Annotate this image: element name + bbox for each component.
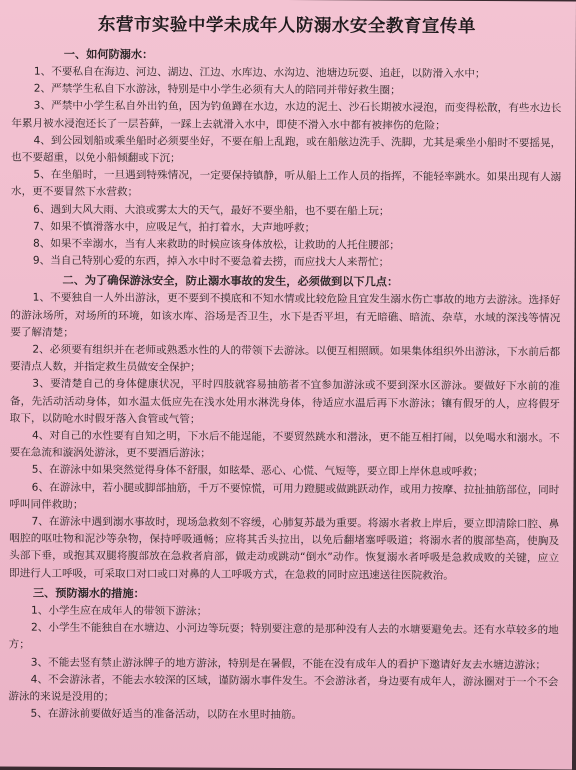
section-heading: 三、预防溺水的措施：: [32, 586, 145, 601]
section-heading: 二、为了确保游泳安全，防止溺水事故的发生，必须做到以下几点：: [62, 274, 399, 290]
list-item: 2、严禁学生私自下水游泳，特别是中小学生必须有大人的陪同并带好救生圈；: [33, 82, 401, 97]
list-item: 8、如果不幸溺水，当有人来救助的时候应该身体放松，让救助的人托住腰部；: [32, 237, 400, 252]
section-heading: 一、如何防溺水：: [63, 47, 154, 62]
list-item: 1、不要私自在海边、河边、湖边、江边、水库边、水沟边、池塘边玩耍、追赶，以防滑入水中；: [33, 65, 486, 81]
list-item: 2、必须要有组织并在老师或熟悉水性的人的带领下去游泳。以便互相照顾。如果集体组织外出游泳，下水前后都要清点人数，并指定救生员做安全保护；: [10, 343, 561, 374]
list-item: 4、对自己的水性要有自知之明，下水后不能逞能，不要贸然跳水和潜泳，更不能互相打闹，以免喝水和溺水。不要在急流和漩涡处游泳，更不要酒后游泳；: [9, 429, 560, 460]
list-item: 5、在坐船时，一旦遇到特殊情况，一定要保持镇静，听从船上工作人员的指挥，不能轻率跳水。如果出现有人溺水，更不要冒然下水营救；: [10, 168, 562, 199]
section-how-to-prevent: [11, 46, 562, 273]
list-item: 3、严禁中小学生私自外出钓鱼，因为钓鱼蹲在水边，水边的泥土、沙石长期被水浸泡，而变得松散，有些水边长年累月被水浸泡还长了一层苔藓，一踩上去就滑入水中，即使不滑入水中都有被摔伤的危险；: [11, 100, 562, 132]
section-swimming-safety: [9, 272, 561, 585]
list-item: 4、到公园划船或乘坐船时必须要坐好，不要在船上乱跑，或在船舷边洗手、洗脚，尤其是乘坐小船时不要摇晃，也不要超重，以免小船倾翻或下沉；: [11, 134, 562, 165]
list-item: 1、小学生应在成年人的带领下游泳；: [31, 604, 208, 618]
list-item: 7、在游泳中遇到溺水事故时，现场急救刻不容缓，心肺复苏最为重要。将溺水者救上岸后，要立即清除口腔、鼻咽腔的呕吐物和泥沙等杂物，保持呼吸通畅；应将其舌头拉出，以免后翻堵塞呼吸道；将溺水者的腹部垫高，使胸及头部下垂，或抱其双腿将腹部放在急救者肩部，做走动或跳动“倒水”动作。恢复溺水者呼吸是急救成败的关键，应立即进行人工呼吸，可采取口对口或口对鼻的人工呼吸方式，在急救的同时应迅速送往医院救治。: [8, 515, 560, 582]
list-item: 6、在游泳中，若小腿或脚部抽筋，千万不要惊慌，可用力蹬腿或做跳跃动作，或用力按摩、拉扯抽筋部位，同时呼叫同伴救助；: [9, 481, 560, 511]
list-item: 6、遇到大风大雨、大浪或雾太大的天气，最好不要坐船，也不要在船上玩；: [33, 203, 390, 218]
document-title: 东营市实验中学未成年人防溺水安全教育宣传单: [97, 15, 476, 37]
section-prevention-measures: [8, 584, 559, 725]
list-item: 1、不要独自一人外出游泳，更不要到不摸底和不知水情或比较危险且宜发生溺水伤亡事故的地方去游泳。选择好的游泳场所，对场所的环境，如该水库、浴场是否卫生，水下是否平坦，有无暗礁、暗流、杂草，水域的深浅等情况要了解清楚；: [10, 292, 561, 339]
list-item: 4、不会游泳者，不能去水较深的区域，谨防溺水事件发生。不会游泳者，身边要有成年人，游泳圈对于一个不会游泳的来说是没用的；: [8, 673, 559, 704]
list-item: 5、在游泳前要做好适当的准备活动，以防在水里时抽筋。: [30, 707, 303, 722]
list-item: 2、小学生不能独自在水塘边、小河边等玩耍；特别要注意的是那种没有人去的水塘要避免去。还有水草较多的地方；: [8, 621, 559, 651]
list-item: 5、在游泳中如果突然觉得身体不舒服，如眩晕、恶心、心慌、气短等，要立即上岸休息或呼救；: [31, 464, 484, 479]
list-item: 7、如果不慎滑落水中，应吸足气，拍打着水，大声地呼救；: [33, 220, 316, 234]
list-item: 9、当自己特别心爱的东西，掉入水中时不要急着去捞，而应找大人来帮忙；: [32, 254, 390, 269]
list-item: 3、不能去竖有禁止游泳牌子的地方游泳，特别是在暑假，不能在没有成年人的看护下邀请好友去水塘边游泳；: [30, 656, 547, 671]
list-item: 3、要清楚自己的身体健康状况，平时四肢就容易抽筋者不宜参加游泳或不要到深水区游泳。要做好下水前的准备，先活动活动身体，如水温太低应先在浅水处用水淋洗身体，待适应水温后再下水游泳；镶有假牙的人，应将假牙取下，以防呛水时假牙落入食管或气管；: [9, 378, 561, 426]
